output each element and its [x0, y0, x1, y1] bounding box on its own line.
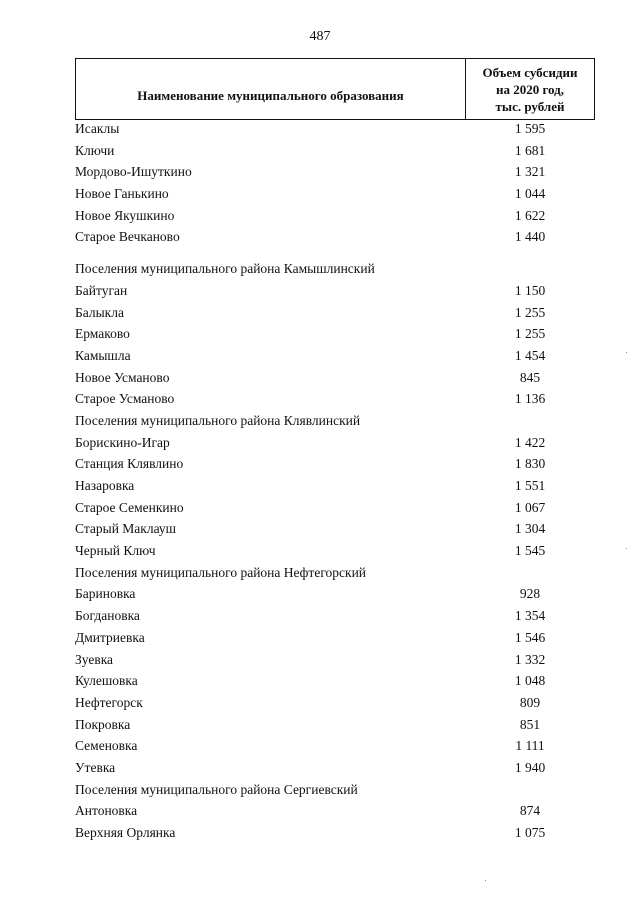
table-row: [75, 605, 595, 627]
group-heading: Поселения муниципального района Клявлинский: [75, 412, 361, 428]
table-row: [75, 345, 595, 367]
subsidy-value: 1 150: [514, 282, 546, 298]
subsidy-value: 1 681: [514, 142, 546, 158]
table-row: [75, 161, 595, 183]
subsidy-value: 1 551: [514, 478, 546, 493]
group-heading: Поселения муниципального района Нефтегорский: [75, 564, 367, 580]
group-heading-row: [75, 258, 595, 280]
settlement-name: Черный Ключ: [75, 543, 156, 559]
subsidy-value: 874: [519, 803, 541, 819]
table-body: [75, 118, 595, 844]
subsidy-value: 809: [519, 694, 541, 710]
group-heading-row: [75, 410, 595, 432]
group-heading-row: [75, 779, 595, 801]
table-row: [75, 497, 595, 519]
settlement-name: Кулешовка: [75, 673, 138, 689]
group-heading: Поселения муниципального района Камышлинский: [75, 261, 375, 277]
settlement-name: Ключи: [75, 142, 115, 158]
settlement-name: Дмитриевка: [75, 629, 145, 645]
subsidy-value: 1 546: [514, 629, 546, 645]
subsidy-value: 1 067: [514, 499, 546, 515]
settlement-name: Мордово-Ишуткино: [75, 164, 192, 180]
table-row: [75, 367, 595, 389]
subsidy-value: 1 830: [514, 456, 546, 472]
subsidy-value: 1 332: [514, 651, 546, 667]
settlement-name: Борискино-Игар: [75, 434, 170, 450]
table-row: [75, 453, 595, 475]
settlement-name: Утевка: [75, 759, 116, 775]
table-row: [75, 822, 595, 844]
table-row: [75, 670, 595, 692]
subsidy-value: 1 044: [514, 186, 546, 202]
settlement-name: Старое Усманово: [75, 391, 175, 407]
scan-speck: [626, 548, 627, 549]
table-row: [75, 183, 595, 205]
page-number: 487: [309, 29, 331, 44]
settlement-name: Ермаково: [75, 326, 130, 342]
settlement-name: Бариновка: [75, 586, 136, 602]
table-row: [75, 118, 595, 140]
subsidy-value: 1 048: [514, 673, 546, 689]
subsidy-value: 1 595: [514, 121, 546, 136]
scan-speck: [626, 352, 627, 353]
settlement-name: Антоновка: [75, 803, 138, 819]
settlement-name: Исаклы: [75, 121, 120, 136]
subsidy-value: 1 136: [514, 391, 546, 407]
subsidy-value: 1 304: [514, 521, 546, 537]
settlement-name: Богдановка: [75, 608, 140, 624]
table-row: [75, 432, 595, 454]
settlement-name: Балыкла: [75, 304, 124, 320]
subsidy-value: 845: [519, 369, 541, 385]
table-row: [75, 280, 595, 302]
subsidy-value: 1 440: [514, 229, 546, 245]
subsidy-value: 851: [519, 716, 541, 732]
table-row: [75, 140, 595, 162]
group-heading-row: [75, 562, 595, 584]
table-row: [75, 226, 595, 248]
table-row: [75, 627, 595, 649]
header-amount-line: тыс. рублей: [495, 98, 565, 114]
settlement-name: Новое Усманово: [75, 369, 170, 385]
subsidy-value: 1 454: [514, 347, 546, 363]
settlement-name: Верхняя Орлянка: [75, 825, 176, 840]
subsidy-value: 1 111: [515, 738, 545, 754]
settlement-name: Зуевка: [75, 651, 114, 667]
subsidy-value: 928: [519, 586, 541, 602]
table-row: [75, 205, 595, 227]
settlement-name: Нефтегорск: [75, 694, 143, 710]
table-row: [75, 323, 595, 345]
table-row: [75, 735, 595, 757]
table-header: [75, 58, 595, 120]
group-heading: Поселения муниципального района Сергиевский: [75, 781, 358, 797]
settlement-name: Байтуган: [75, 282, 128, 298]
settlement-name: Старое Семенкино: [75, 499, 184, 515]
subsidy-value: 1 422: [514, 434, 546, 450]
subsidy-value: 1 075: [514, 825, 546, 840]
header-amount-line: на 2020 год,: [495, 81, 565, 97]
settlement-name: Семеновка: [75, 738, 138, 754]
settlement-name: Новое Якушкино: [75, 207, 175, 223]
subsidy-value: 1 321: [514, 164, 546, 180]
settlement-name: Покровка: [75, 716, 131, 732]
scan-speck: [485, 880, 486, 881]
subsidy-value: 1 255: [514, 304, 546, 320]
settlement-name: Старое Вечканово: [75, 229, 180, 245]
header-amount-line: Объем субсидии: [482, 64, 578, 80]
table-row: [75, 692, 595, 714]
settlement-name: Новое Ганькино: [75, 186, 169, 202]
table-row: [75, 714, 595, 736]
subsidy-value: 1 622: [514, 207, 546, 223]
settlement-name: Станция Клявлино: [75, 456, 184, 472]
settlement-name: Камышла: [75, 347, 131, 363]
table-row: [75, 540, 595, 562]
subsidy-value: 1 354: [514, 608, 546, 624]
table-row: [75, 388, 595, 410]
settlement-name: Назаровка: [75, 478, 135, 493]
table-row: [75, 649, 595, 671]
header-amount-column: [466, 59, 594, 119]
table-row: [75, 302, 595, 324]
table-row: [75, 800, 595, 822]
subsidy-value: 1 545: [514, 543, 546, 559]
header-name-column: Наименование муниципального образования: [76, 59, 466, 119]
table-row: [75, 583, 595, 605]
table-row: [75, 475, 595, 497]
subsidy-value: 1 255: [514, 326, 546, 342]
subsidy-value: 1 940: [514, 759, 546, 775]
table-row: [75, 757, 595, 779]
settlement-name: Старый Маклауш: [75, 521, 177, 537]
table-row: [75, 518, 595, 540]
